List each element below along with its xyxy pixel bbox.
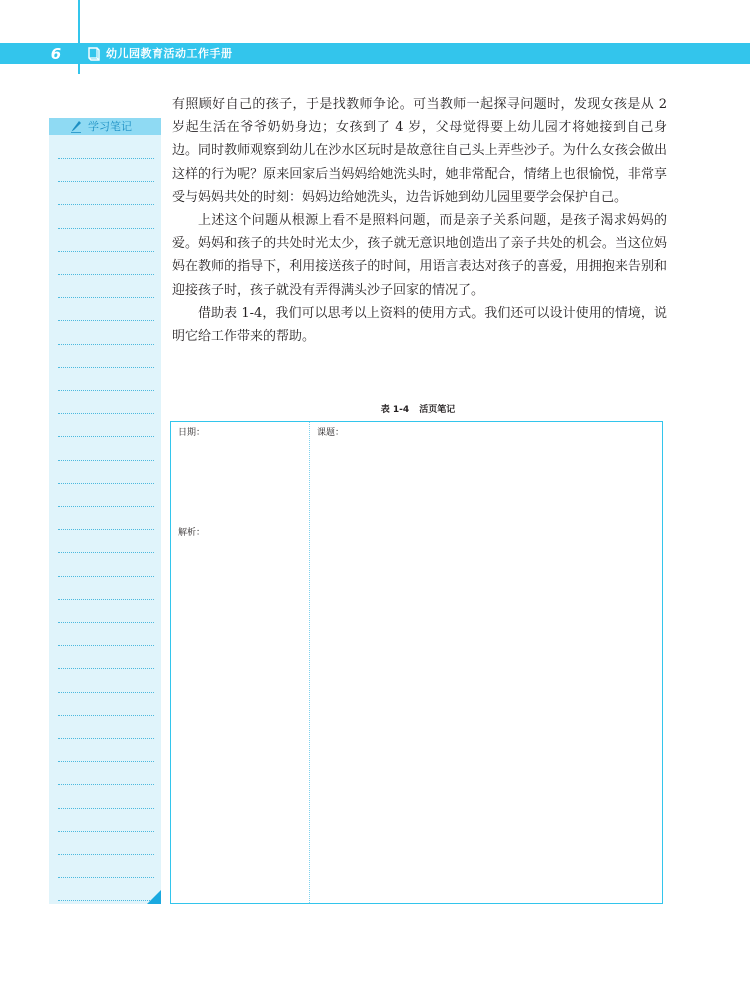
study-notes-line bbox=[58, 181, 154, 182]
book-title: 幼儿园教育活动工作手册 bbox=[106, 47, 233, 60]
study-notes-line bbox=[58, 344, 154, 345]
study-notes-line bbox=[58, 599, 154, 600]
study-notes-line bbox=[58, 622, 154, 623]
table-column-divider bbox=[309, 422, 310, 903]
paragraph-3: 借助表 1-4，我们可以思考以上资料的使用方式。我们还可以设计使用的情境，说明它给工作带来的帮助。 bbox=[172, 305, 667, 345]
header-divider-line bbox=[78, 0, 80, 74]
book-icon bbox=[86, 46, 102, 62]
study-notes-line bbox=[58, 784, 154, 785]
study-notes-line bbox=[58, 854, 154, 855]
study-notes-line bbox=[58, 436, 154, 437]
study-notes-line bbox=[58, 900, 154, 901]
study-notes-header bbox=[49, 118, 161, 135]
study-notes-line bbox=[58, 274, 154, 275]
study-notes-line bbox=[58, 831, 154, 832]
page-corner-triangle bbox=[147, 890, 161, 904]
study-notes-line bbox=[58, 645, 154, 646]
study-notes-line bbox=[58, 251, 154, 252]
study-notes-line bbox=[58, 158, 154, 159]
study-notes-line bbox=[58, 552, 154, 553]
study-notes-line bbox=[58, 460, 154, 461]
table-caption-number: 表 1-4 bbox=[380, 405, 410, 415]
study-notes-panel bbox=[49, 118, 161, 904]
study-notes-line bbox=[58, 668, 154, 669]
pencil-icon bbox=[70, 120, 82, 133]
study-notes-line bbox=[58, 877, 154, 878]
page-number: 6 bbox=[50, 45, 62, 63]
topic-label: 课题： bbox=[317, 428, 345, 438]
study-notes-line bbox=[58, 808, 154, 809]
study-notes-line bbox=[58, 367, 154, 368]
study-notes-line bbox=[58, 738, 154, 739]
study-notes-line bbox=[58, 529, 154, 530]
study-notes-line bbox=[58, 506, 154, 507]
study-notes-line bbox=[58, 320, 154, 321]
study-notes-line bbox=[58, 204, 154, 205]
study-notes-line bbox=[58, 413, 154, 414]
table-caption-title: 活页笔记 bbox=[419, 405, 456, 415]
table-caption bbox=[172, 404, 664, 416]
study-notes-line bbox=[58, 390, 154, 391]
activity-notes-table bbox=[170, 421, 663, 904]
date-label: 日期： bbox=[178, 428, 206, 438]
paragraph-1: 有照顾好自己的孩子，于是找教师争论。可当教师一起探寻问题时，发现女孩是从 2 岁起生活在爷爷奶奶身边；女孩到了 4 岁，父母觉得要上幼儿园才将她接到自己身边。同时教师观察到幼儿在沙水区玩时是故意往自己头上弄些沙子。为什么女孩会做出这样的行为呢？原来回家后当妈妈给她洗头时，她非常配合，情绪上也很愉悦，非常享受与妈妈共处的时刻：妈妈边给她洗头，边告诉她到幼儿园里要学会保护自己。 bbox=[172, 97, 667, 205]
body-text bbox=[172, 93, 667, 348]
study-notes-line bbox=[58, 228, 154, 229]
paragraph-2: 上述这个问题从根源上看不是照料问题，而是亲子关系问题，是孩子渴求妈妈的爱。妈妈和孩子的共处时光太少，孩子就无意识地创造出了亲子共处的机会。当这位妈妈在教师的指导下，利用接送孩子的时间，用语言表达对孩子的喜爱，用拥抱来告别和迎接孩子时，孩子就没有弄得满头沙子回家的情况了。 bbox=[172, 213, 667, 298]
study-notes-line bbox=[58, 297, 154, 298]
analysis-label: 解析： bbox=[178, 528, 206, 538]
study-notes-title: 学习笔记 bbox=[88, 120, 132, 133]
study-notes-line bbox=[58, 761, 154, 762]
study-notes-line bbox=[58, 692, 154, 693]
study-notes-line bbox=[58, 715, 154, 716]
study-notes-line bbox=[58, 483, 154, 484]
study-notes-line bbox=[58, 576, 154, 577]
